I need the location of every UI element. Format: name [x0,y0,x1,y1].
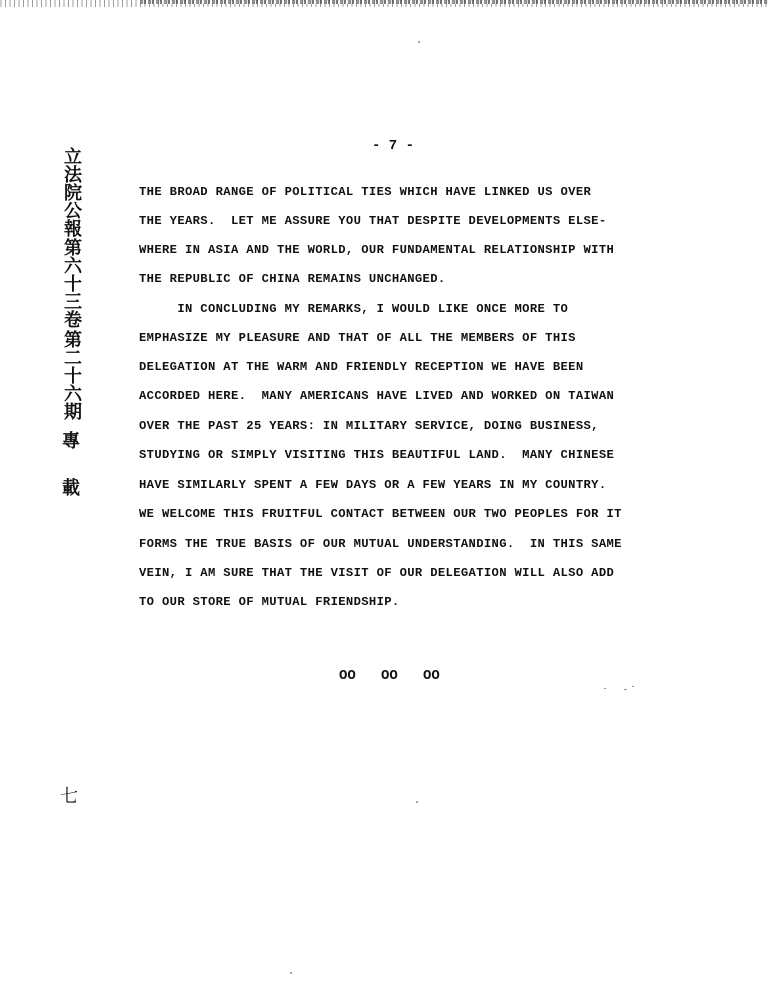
scan-speck [604,688,606,689]
body-line: THE BROAD RANGE OF POLITICAL TIES WHICH HAVE LINKED US OVER [139,185,592,199]
body-line: IN CONCLUDING MY REMARKS, I WOULD LIKE ONCE MORE TO [139,302,569,316]
body-line: WHERE IN ASIA AND THE WORLD, OUR FUNDAMENTAL RELATIONSHIP WITH [139,243,615,257]
issue-label-vertical: 第二十六期 [61,330,82,420]
body-line: ACCORDED HERE. MANY AMERICANS HAVE LIVED AND WORKED ON TAIWAN [139,389,615,403]
body-line: VEIN, I AM SURE THAT THE VISIT OF OUR DELEGATION WILL ALSO ADD [139,566,615,580]
section-label-zhuan: 專 [62,431,80,452]
scan-noise-top-dark [140,0,768,4]
scan-speck [416,801,418,803]
scan-speck [632,686,634,687]
scan-speck [290,972,292,974]
folio-number: 七 [60,786,78,807]
scan-speck [624,689,627,690]
body-line: FORMS THE TRUE BASIS OF OUR MUTUAL UNDERSTANDING. IN THIS SAME [139,537,622,551]
page-number: - 7 - [372,138,415,154]
body-line: HAVE SIMILARLY SPENT A FEW DAYS OR A FEW YEARS IN MY COUNTRY. [139,478,607,492]
section-label-zai: 載 [62,478,80,499]
gazette-title-vertical: 立法院公報 [61,147,82,237]
body-line: THE YEARS. LET ME ASSURE YOU THAT DESPITE DEVELOPMENTS ELSE- [139,214,607,228]
body-line: TO OUR STORE OF MUTUAL FRIENDSHIP. [139,595,400,609]
end-of-section-marks: OO OO OO [339,668,440,684]
body-line: THE REPUBLIC OF CHINA REMAINS UNCHANGED. [139,272,446,286]
body-line: WE WELCOME THIS FRUITFUL CONTACT BETWEEN OUR TWO PEOPLES FOR IT [139,507,622,521]
body-line: OVER THE PAST 25 YEARS: IN MILITARY SERVICE, DOING BUSINESS, [139,419,599,433]
body-line: DELEGATION AT THE WARM AND FRIENDLY RECEPTION WE HAVE BEEN [139,360,584,374]
body-line: STUDYING OR SIMPLY VISITING THIS BEAUTIFUL LAND. MANY CHINESE [139,448,615,462]
body-line: EMPHASIZE MY PLEASURE AND THAT OF ALL THE MEMBERS OF THIS [139,331,576,345]
scan-speck [418,41,420,43]
volume-label-vertical: 第六十三卷 [61,238,82,328]
